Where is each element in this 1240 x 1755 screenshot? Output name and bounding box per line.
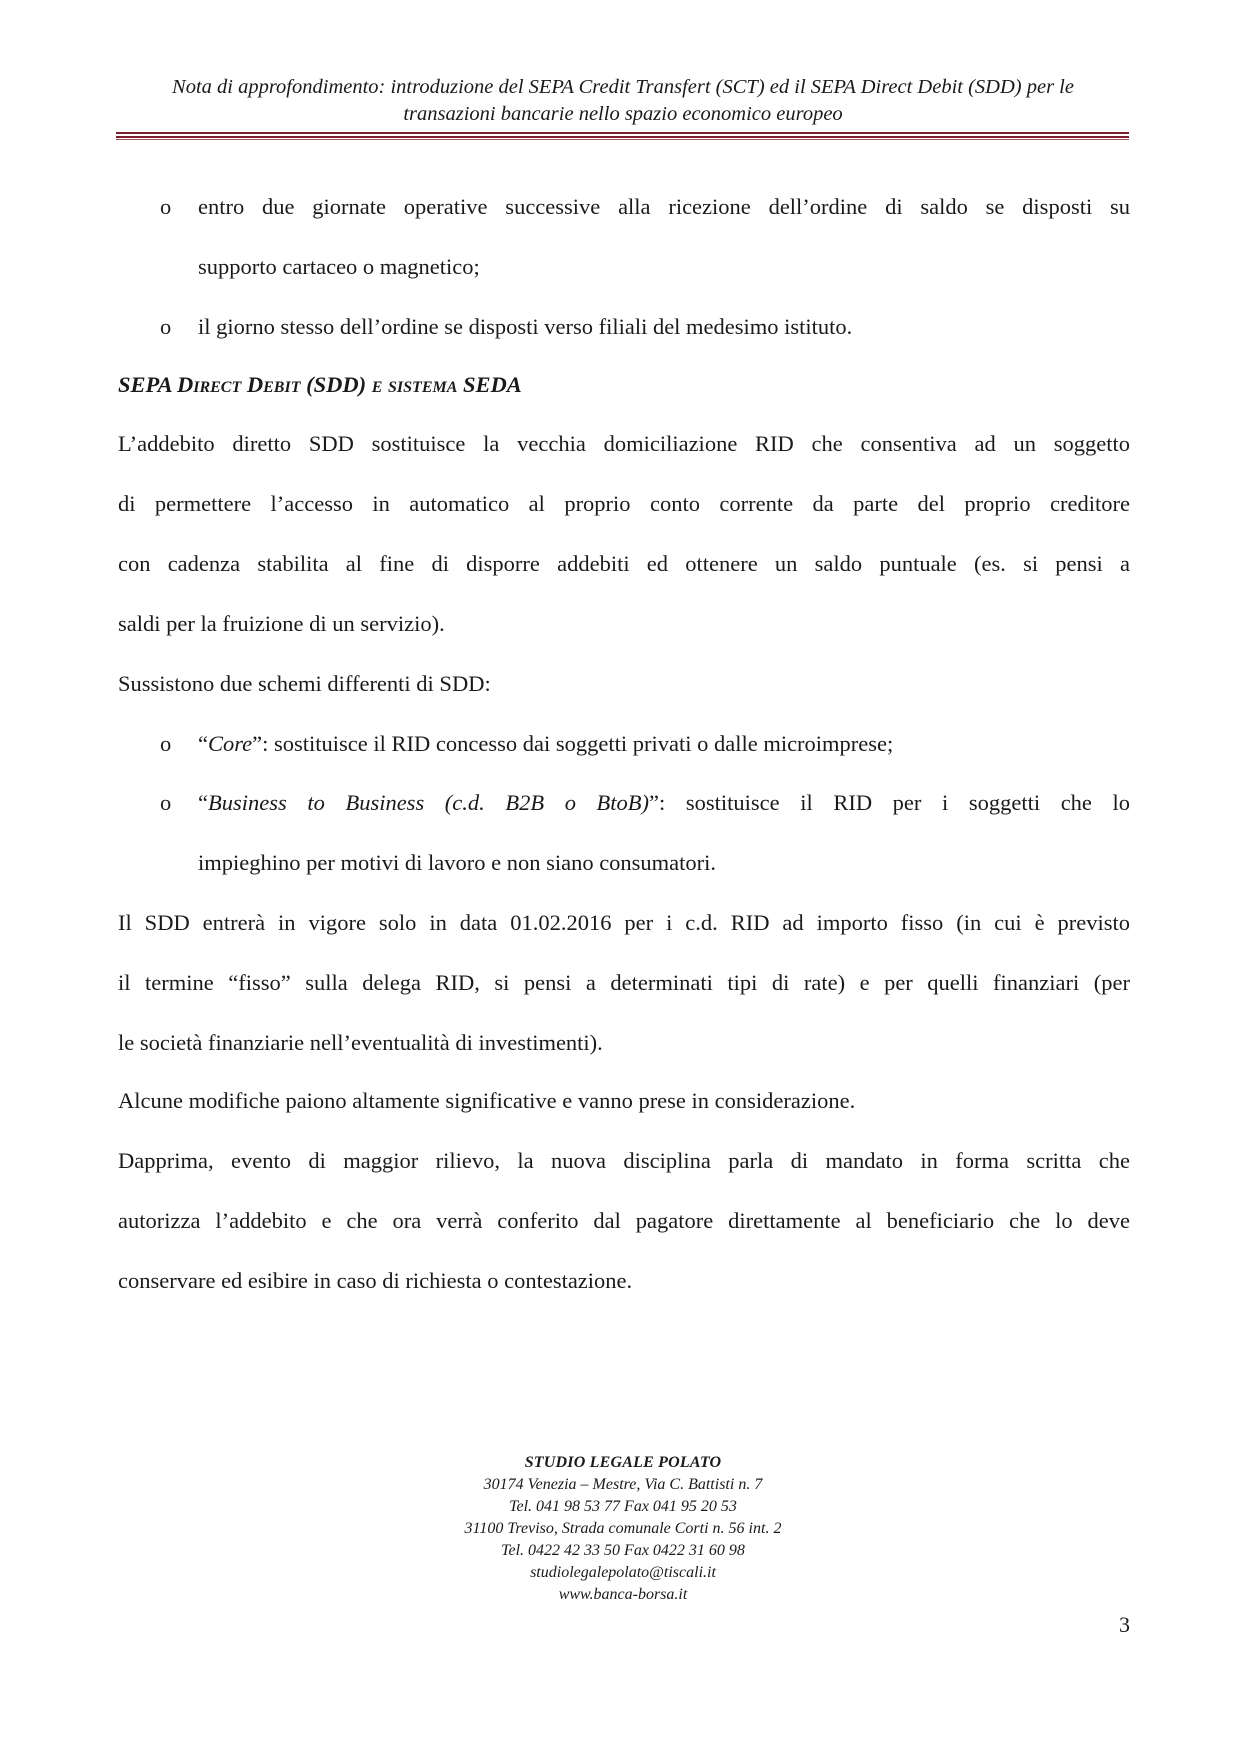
- list-item-text: “Business to Business (c.d. B2B o BtoB)”: sostituisce il RID per i soggetti che lo: [198, 790, 1131, 815]
- list-item-text: supporto cartaceo o magnetico;: [198, 254, 480, 279]
- paragraph-line: il termine “fisso” sulla delega RID, si pensi a determinati tipi di rate) e per quelli finanziari (per: [118, 970, 1130, 995]
- page-footer: [118, 1452, 1128, 1606]
- paragraph-line: conservare ed esibire in caso di richiesta o contestazione.: [118, 1268, 633, 1293]
- section-title: SEPA Direct Debit (SDD) e sistema SEDA: [118, 372, 522, 397]
- footer-email: studiolegalepolato@tiscali.it: [530, 1564, 716, 1581]
- bullet-icon: o: [160, 314, 172, 339]
- paragraph-line: le società finanziarie nell’eventualità di investimenti).: [118, 1030, 603, 1055]
- paragraph-line: Dapprima, evento di maggior rilievo, la nuova disciplina parla di mandato in forma scritta che: [118, 1148, 1130, 1173]
- bullet-icon: o: [160, 731, 172, 756]
- list-item-text: il giorno stesso dell’ordine se disposti verso filiali del medesimo istituto.: [198, 314, 853, 339]
- paragraph-line: L’addebito diretto SDD sostituisce la vecchia domiciliazione RID che consentiva ad un soggetto: [118, 431, 1130, 456]
- list-item-text: “Core”: sostituisce il RID concesso dai soggetti privati o dalle microimprese;: [198, 731, 894, 756]
- page-header: [118, 74, 1128, 128]
- bullet-icon: o: [160, 790, 172, 815]
- header-line-1: Nota di approfondimento: introduzione del SEPA Credit Transfert (SCT) ed il SEPA Direct Debit (SDD) per le: [172, 76, 1074, 98]
- footer-address-1: 30174 Venezia – Mestre, Via C. Battisti n. 7: [483, 1476, 763, 1493]
- header-line-2: transazioni bancarie nello spazio economico europeo: [403, 103, 843, 125]
- footer-website: www.banca-borsa.it: [558, 1586, 688, 1603]
- footer-address-2: 31100 Treviso, Strada comunale Corti n. 56 int. 2: [464, 1520, 782, 1537]
- list-item-text: impieghino per motivi di lavoro e non siano consumatori.: [198, 850, 717, 875]
- paragraph-line: di permettere l’accesso in automatico al proprio conto corrente da parte del proprio creditore: [118, 491, 1130, 516]
- bullet-icon: o: [160, 194, 172, 219]
- paragraph-line: autorizza l’addebito e che ora verrà conferito dal pagatore direttamente al beneficiario che lo deve: [118, 1208, 1130, 1233]
- paragraph-line: Alcune modifiche paiono altamente significative e vanno prese in considerazione.: [118, 1088, 856, 1113]
- firm-name: STUDIO LEGALE POLATO: [524, 1454, 722, 1471]
- list-item-text: entro due giornate operative successive alla ricezione dell’ordine di saldo se disposti su: [198, 194, 1130, 219]
- paragraph-line: saldi per la fruizione di un servizio).: [118, 611, 445, 636]
- paragraph-line: Sussistono due schemi differenti di SDD:: [118, 671, 491, 696]
- paragraph-line: Il SDD entrerà in vigore solo in data 01.02.2016 per i c.d. RID ad importo fisso (in cui è previsto: [118, 910, 1130, 935]
- page-number: 3: [1119, 1612, 1130, 1637]
- footer-phone-1: Tel. 041 98 53 77 Fax 041 95 20 53: [509, 1498, 737, 1515]
- header-rule: [116, 132, 1129, 140]
- footer-phone-2: Tel. 0422 42 33 50 Fax 0422 31 60 98: [501, 1542, 745, 1559]
- paragraph-line: con cadenza stabilita al fine di disporre addebiti ed ottenere un saldo puntuale (es. si pensi a: [118, 551, 1130, 576]
